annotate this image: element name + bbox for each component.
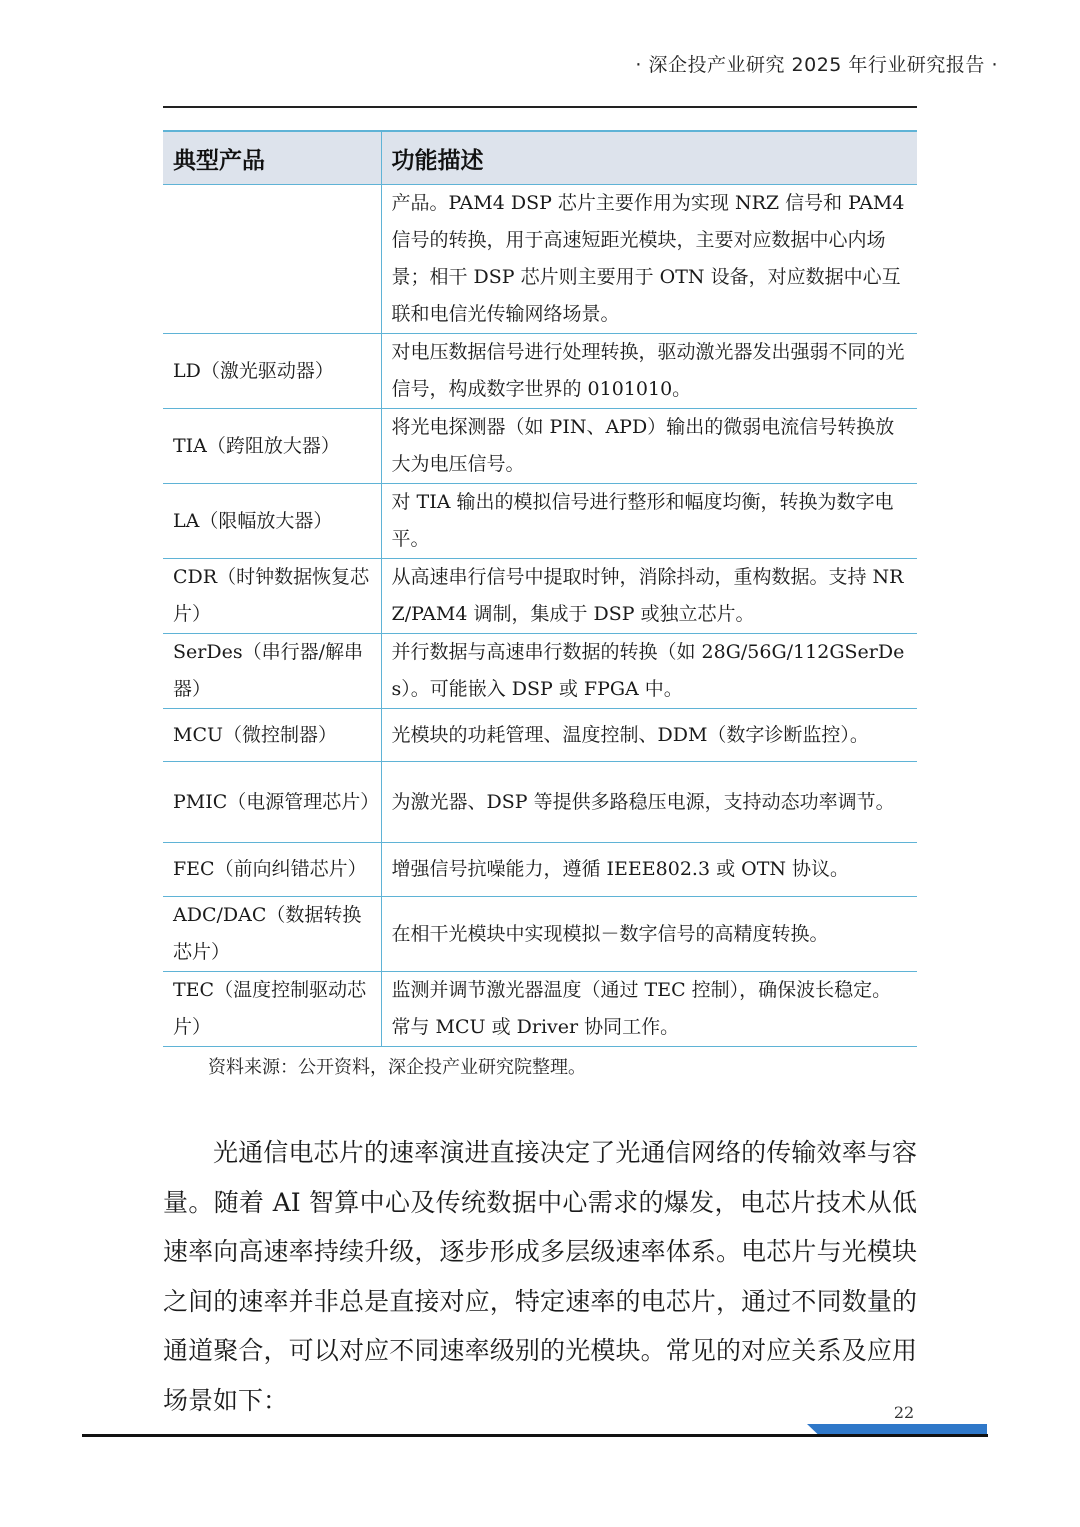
product-cell: MCU（微控制器） [163,709,381,762]
description-cell: 为激光器、DSP 等提供多路稳压电源，支持动态功率调节。 [381,762,917,843]
description-cell: 产品。PAM4 DSP 芯片主要作用为实现 NRZ 信号和 PAM4 信号的转换，用于高速短距光模块，主要对应数据中心内场景；相干 DSP 芯片则主要用于 OTN 设备，对应数据中心互联和电信光传输网络场景。 [381,185,917,334]
table-row [163,762,917,843]
report-header-title: · 深企投产业研究 2025 年行业研究报告 · [635,54,998,76]
header-divider [163,106,917,108]
product-cell: CDR（时钟数据恢复芯片） [163,559,381,634]
description-cell: 对 TIA 输出的模拟信号进行整形和幅度均衡，转换为数字电平。 [381,484,917,559]
table-row [163,897,917,972]
table-source-note: 资料来源：公开资料，深企投产业研究院整理。 [208,1057,586,1078]
table-row [163,709,917,762]
product-cell [163,185,381,334]
table-row [163,484,917,559]
description-cell: 对电压数据信号进行处理转换，驱动激光器发出强弱不同的光信号，构成数字世界的 0101010。 [381,334,917,409]
product-cell: LD（激光驱动器） [163,334,381,409]
product-cell: TEC（温度控制驱动芯片） [163,972,381,1047]
description-cell: 从高速串行信号中提取时钟，消除抖动，重构数据。支持 NRZ/PAM4 调制，集成于 DSP 或独立芯片。 [381,559,917,634]
table-row [163,972,917,1047]
product-cell: ADC/DAC（数据转换芯片） [163,897,381,972]
product-cell: PMIC（电源管理芯片） [163,762,381,843]
product-function-table [163,130,917,1047]
column-header-description: 功能描述 [381,131,917,185]
table-row [163,409,917,484]
table-row [163,559,917,634]
body-paragraph: 光通信电芯片的速率演进直接决定了光通信网络的传输效率与容量。随着 AI 智算中心及传统数据中心需求的爆发，电芯片技术从低速率向高速率持续升级，逐步形成多层级速率体系。电芯片与光模块之间的速率并非总是直接对应，特定速率的电芯片，通过不同数量的通道聚合，可以对应不同速率级别的光模块。常见的对应关系及应用场景如下： [163,1138,917,1415]
description-cell: 监测并调节激光器温度（通过 TEC 控制），确保波长稳定。常与 MCU 或 Driver 协同工作。 [381,972,917,1047]
description-cell: 增强信号抗噪能力，遵循 IEEE802.3 或 OTN 协议。 [381,843,917,897]
product-cell: FEC（前向纠错芯片） [163,843,381,897]
table-row [163,185,917,334]
column-header-product: 典型产品 [163,131,381,185]
table-row [163,843,917,897]
page-number: 22 [893,1403,915,1422]
description-cell: 将光电探测器（如 PIN、APD）输出的微弱电流信号转换放大为电压信号。 [381,409,917,484]
product-cell: SerDes（串行器/解串器） [163,634,381,709]
footer-divider [82,1434,988,1437]
description-cell: 光模块的功耗管理、温度控制、DDM（数字诊断监控）。 [381,709,917,762]
description-cell: 在相干光模块中实现模拟－数字信号的高精度转换。 [381,897,917,972]
table-header-row [163,131,917,185]
table-row [163,334,917,409]
product-cell: TIA（跨阻放大器） [163,409,381,484]
table-row [163,634,917,709]
product-cell: LA（限幅放大器） [163,484,381,559]
description-cell: 并行数据与高速串行数据的转换（如 28G/56G/112GSerDes）。可能嵌入 DSP 或 FPGA 中。 [381,634,917,709]
